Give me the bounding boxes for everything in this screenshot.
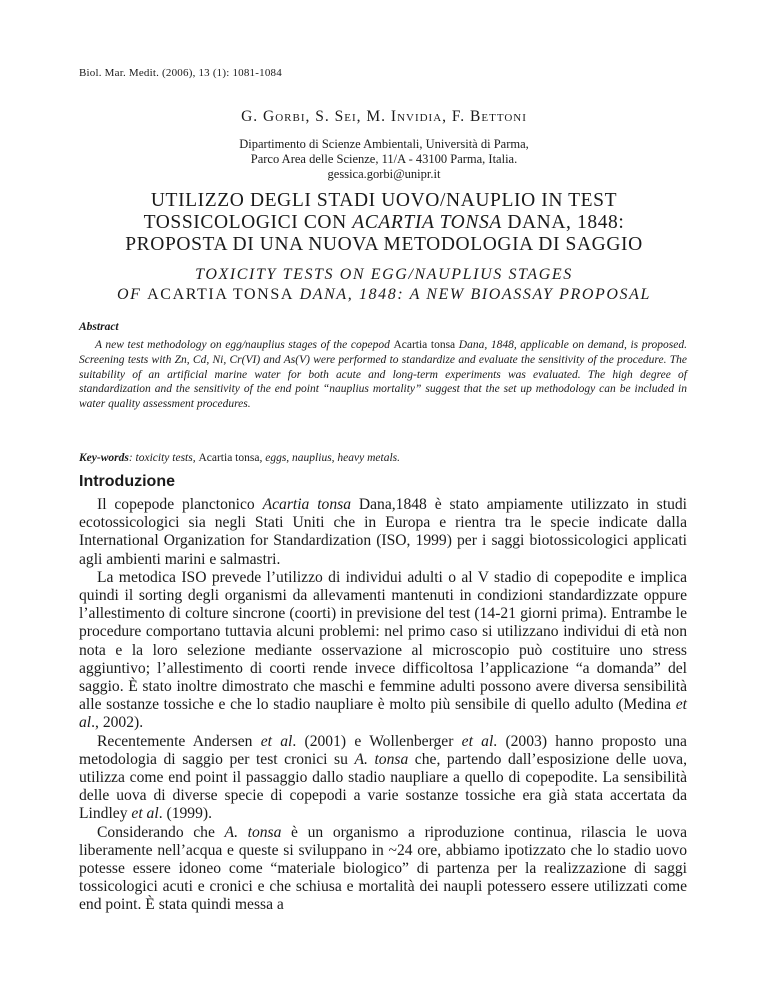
paragraph-text: Il copepode planctonico xyxy=(97,496,263,513)
species-name: A. tonsa xyxy=(224,823,282,841)
title-text: TOSSICOLOGICI CON xyxy=(143,212,353,233)
abstract-body xyxy=(79,338,687,412)
species-name: Acartia tonsa xyxy=(262,496,351,513)
species-name: ACARTIA TONSA xyxy=(147,286,294,303)
paragraph-text: che, partendo dall’esposizione delle uova, utilizza come end point il passaggio dallo stadio naupliare a quello di copepodite. La sensibilità delle uova di diverse specie di copepodi a varie sostanze tossiche era già stata accertata da Lindley xyxy=(79,750,687,823)
english-title xyxy=(0,265,768,305)
title-text: DANA, 1848: A NEW BIOASSAY PROPOSAL xyxy=(293,286,651,303)
citation-etal: et al xyxy=(131,805,159,823)
paragraph-text: . (2003) hanno proposto una metodologia di saggio per test cronici su xyxy=(79,732,687,768)
paragraph-text: . (2001) e Wollenberger xyxy=(292,732,462,750)
paragraph-text: Recentemente Andersen xyxy=(97,732,261,750)
citation-etal: et al xyxy=(461,732,494,750)
keywords-text: : toxicity tests, xyxy=(128,452,199,464)
species-name: Acartia tonsa xyxy=(393,339,456,351)
paragraph xyxy=(79,496,687,569)
abstract-heading: Abstract xyxy=(79,321,119,333)
paragraph-text: Dana,1848 è stato ampiamente utilizzato in studi ecotossicologici sia negli Stati Uniti che in Europa e rientra tra le specie indicate dalla International Organization for Standardization (ISO, 1999) per i saggi biotossicologici applicati agli ambienti marini e salmastri. xyxy=(79,496,687,568)
citation-etal: et al xyxy=(260,732,293,750)
species-name: Acartia tonsa xyxy=(198,452,260,464)
journal-citation: Biol. Mar. Medit. (2006), 13 (1): 1081-1084 xyxy=(79,67,282,79)
author-list: G. Gorbi, S. Sei, M. Invidia, F. Bettoni xyxy=(241,108,527,125)
title-text: DANA, 1848: xyxy=(501,212,625,233)
affiliation xyxy=(0,137,768,182)
keywords-label: Key-words xyxy=(79,452,129,464)
citation-etal: et al xyxy=(79,696,687,732)
author-email: gessica.gorbi@unipr.it xyxy=(327,167,441,181)
english-title-line-2 xyxy=(0,285,768,305)
paragraph xyxy=(79,569,687,733)
species-name: A. tonsa xyxy=(354,750,409,768)
italian-title-line-2 xyxy=(0,212,768,234)
abstract-text: Dana, 1848, applicable on demand, is proposed. Screening tests with Zn, Cd, Ni, Cr(VI) and As(V) were performed to standardize and evaluate the sensitivity of the procedure. The suitability of an artificial marine water for both acute and long-term experiments was evaluated. The high degree of standardization and the sensitivity of the end point “nauplius mortality” suggest that the set up methodology can be included in water quality assessment procedures. xyxy=(79,339,687,411)
section-heading-introduzione: Introduzione xyxy=(79,473,175,490)
affiliation-line-1: Dipartimento di Scienze Ambientali, Università di Parma, xyxy=(239,137,529,151)
italian-title xyxy=(0,190,768,256)
paragraph-text: Considerando che xyxy=(97,823,225,841)
paragraph xyxy=(79,733,687,824)
species-name: ACARTIA TONSA xyxy=(352,212,502,233)
paragraph-text: La metodica ISO prevede l’utilizzo di individui adulti o al V stadio di copepodite e implica quindi il sorting degli organismi da allevamenti mantenuti in condizioni standardizzate oppure l’allestimento di colture sincrone (coorti) in previsione del test (14-21 giorni prima). Entrambe le procedure comportano tuttavia alcuni problemi: nel primo caso si utilizzano individui di età non nota e la loro selezione mediante osservazione al microscopio può costituire uno stress aggiuntivo; l’allestimento di coorti rende invece difficoltosa l’applicazione “a domanda” del saggio. È stato inoltre dimostrato che maschi e femmine adulti possono avere diversa sensibilità alle sostanze tossiche e che lo stadio naupliare è molto più sensibile di quello adulto (Medina xyxy=(79,568,687,714)
paragraph-text: ., 2002). xyxy=(91,714,144,732)
title-text: OF xyxy=(117,286,148,303)
introduction-body xyxy=(79,496,687,915)
italian-title-line-3: PROPOSTA DI UNA NUOVA METODOLOGIA DI SAGGIO xyxy=(125,234,643,255)
paragraph-text: . (1999). xyxy=(158,805,212,823)
paragraph xyxy=(79,824,687,915)
keywords-text: , eggs, nauplius, heavy metals. xyxy=(259,452,401,464)
english-title-line-1: TOXICITY TESTS ON EGG/NAUPLIUS STAGES xyxy=(195,266,573,283)
abstract-text: A new test methodology on egg/nauplius stages of the copepod xyxy=(95,339,394,351)
paragraph-text: è un organismo a riproduzione continua, rilascia le uova liberamente nell’acqua e queste si sviluppano in ~24 ore, abbiamo ipotizzato che lo stadio uovo potesse essere idoneo come “materiale biologico” di partenza per la realizzazione di saggi tossicologici acuti e cronici e che schiusa e mortalità dei naupli potessero essere utilizzati come end point. È stata quindi messa a xyxy=(79,823,687,914)
keywords xyxy=(79,452,400,464)
affiliation-line-2: Parco Area delle Scienze, 11/A - 43100 Parma, Italia. xyxy=(250,152,518,166)
italian-title-line-1: UTILIZZO DEGLI STADI UOVO/NAUPLIO IN TEST xyxy=(150,190,618,211)
